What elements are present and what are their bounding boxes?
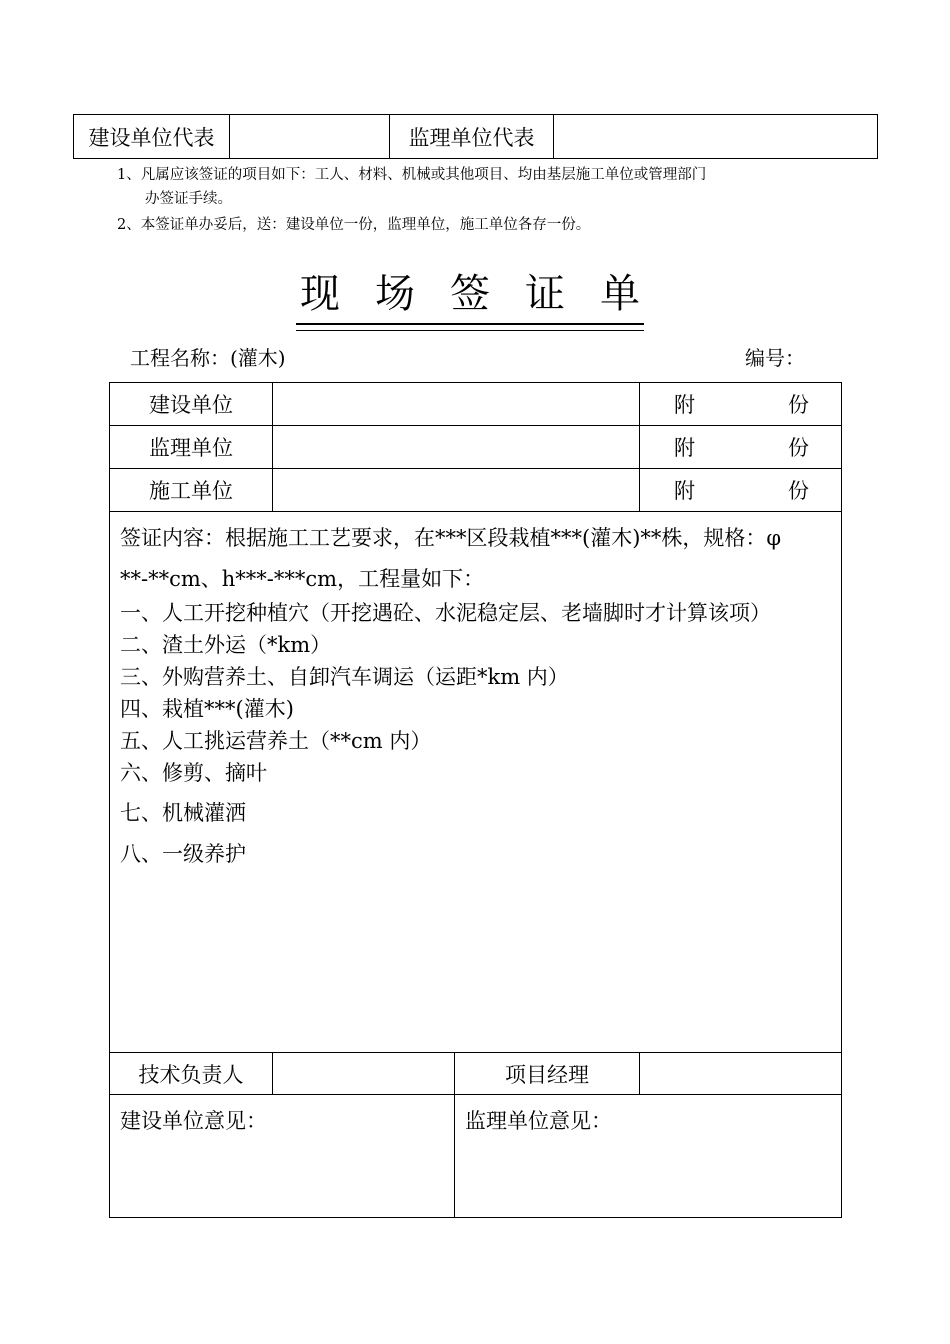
copies-label: 份 bbox=[788, 393, 809, 417]
content-line: 七、机械灌洒 bbox=[120, 801, 246, 825]
content-line: 六、修剪、摘叶 bbox=[120, 761, 267, 785]
title-char: 签 bbox=[450, 271, 490, 317]
representative-table bbox=[73, 114, 878, 159]
form-title bbox=[296, 262, 644, 319]
signature-row bbox=[110, 1053, 842, 1095]
title-underline-thick bbox=[296, 323, 644, 325]
title-underline-thin bbox=[296, 330, 644, 331]
visa-content-area[interactable] bbox=[110, 512, 842, 1053]
content-line: 五、人工挑运营养土（**cm 内） bbox=[120, 729, 432, 753]
content-line: 二、渣土外运（*km） bbox=[120, 633, 332, 657]
content-line: 签证内容：根据施工工艺要求，在***区段栽植***(灌木)**株，规格：φ bbox=[120, 526, 782, 550]
copies-label: 份 bbox=[788, 479, 809, 503]
project-manager-label: 项目经理 bbox=[455, 1053, 640, 1095]
project-manager-field[interactable] bbox=[640, 1053, 842, 1095]
site-visa-form bbox=[109, 382, 842, 1218]
unit-row-contractor bbox=[110, 469, 842, 512]
supervisor-opinion-label: 监理单位意见： bbox=[465, 1109, 612, 1133]
title-char: 单 bbox=[600, 271, 640, 317]
content-line: 三、外购营养土、自卸汽车调运（运距*km 内） bbox=[120, 665, 569, 689]
project-name-value[interactable]: (灌木) bbox=[230, 346, 286, 370]
tech-lead-field[interactable] bbox=[273, 1053, 455, 1095]
content-line: 八、一级养护 bbox=[120, 842, 246, 866]
attachment-cell bbox=[640, 469, 842, 512]
unit-field[interactable] bbox=[273, 426, 640, 469]
unit-row-supervisor bbox=[110, 426, 842, 469]
owner-rep-field[interactable] bbox=[230, 115, 390, 159]
supervisor-opinion-area[interactable] bbox=[455, 1095, 842, 1218]
supervisor-rep-label: 监理单位代表 bbox=[390, 115, 554, 159]
note-1: 1、凡属应该签证的项目如下：工人、材料、机械或其他项目、均由基层施工单位或管理部门 bbox=[117, 167, 707, 183]
unit-field[interactable] bbox=[273, 469, 640, 512]
project-name-label: 工程名称： bbox=[130, 346, 230, 370]
copies-label: 份 bbox=[788, 436, 809, 460]
content-line: 一、人工开挖种植穴（开挖遇砼、水泥稳定层、老墙脚时才计算该项） bbox=[120, 601, 771, 625]
note-1-continued: 办签证手续。 bbox=[145, 191, 232, 207]
owner-opinion-label: 建设单位意见： bbox=[120, 1109, 267, 1133]
unit-label: 施工单位 bbox=[110, 469, 273, 512]
unit-label: 监理单位 bbox=[110, 426, 273, 469]
unit-row-owner bbox=[110, 383, 842, 426]
project-name bbox=[130, 342, 286, 371]
attachment-cell bbox=[640, 426, 842, 469]
title-char: 证 bbox=[525, 271, 565, 317]
opinion-row bbox=[110, 1095, 842, 1218]
title-char: 现 bbox=[300, 271, 340, 317]
tech-lead-label: 技术负责人 bbox=[110, 1053, 273, 1095]
supervisor-rep-field[interactable] bbox=[554, 115, 878, 159]
unit-field[interactable] bbox=[273, 383, 640, 426]
note-2: 2、本签证单办妥后，送：建设单位一份，监理单位，施工单位各存一份。 bbox=[117, 217, 591, 233]
owner-opinion-area[interactable] bbox=[110, 1095, 455, 1218]
attach-label: 附 bbox=[674, 393, 695, 417]
content-line: **-**cm、h***-***cm，工程量如下： bbox=[120, 567, 485, 591]
attach-label: 附 bbox=[674, 436, 695, 460]
unit-label: 建设单位 bbox=[110, 383, 273, 426]
owner-rep-label: 建设单位代表 bbox=[74, 115, 230, 159]
form-number-label: 编号： bbox=[745, 346, 805, 370]
content-line: 四、栽植***(灌木) bbox=[120, 697, 294, 721]
attachment-cell bbox=[640, 383, 842, 426]
title-char: 场 bbox=[375, 271, 415, 317]
attach-label: 附 bbox=[674, 479, 695, 503]
